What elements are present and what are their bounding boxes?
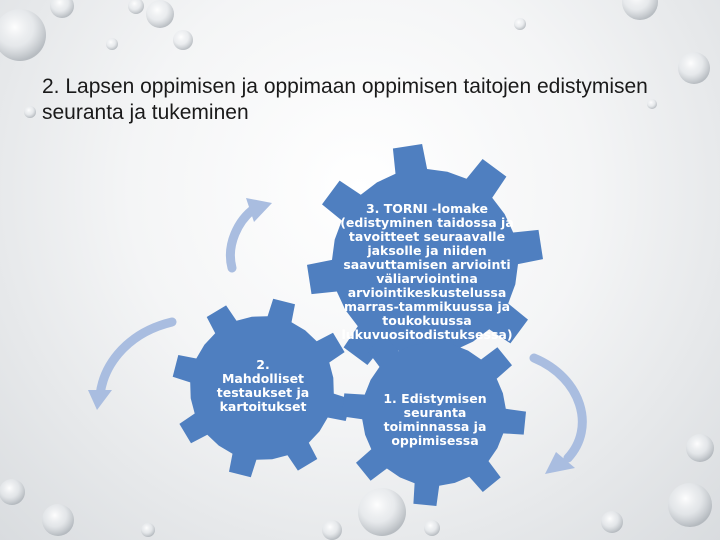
- arrow-shaft: [534, 358, 582, 458]
- gear-2-label: 2. Mahdolliset testaukset ja kartoitukset: [216, 357, 310, 414]
- arrow-shaft: [100, 322, 172, 395]
- arrow-left: [88, 322, 172, 410]
- gear-1-label: 1. Edistymisen seuranta toiminnassa ja oppimisessa: [383, 391, 487, 448]
- arrow-top-left: [230, 198, 272, 268]
- arrow-right: [534, 358, 582, 474]
- slide-title: 2. Lapsen oppimisen ja oppimaan oppimisen taitojen edistymisen seuranta ja tukeminen: [42, 75, 648, 124]
- arrow-head: [88, 390, 112, 410]
- arrow-shaft: [230, 208, 255, 268]
- gear-3-label: 3. TORNI -lomake (edistyminen taidossa ja tavoitteet seuraavalle jaksolle ja niiden saavuttamisen arviointi väliarviointina arviointikeskustelussa marras-tammikuussa ja toukokuussa lukuvuositodistuksessa): [340, 201, 514, 342]
